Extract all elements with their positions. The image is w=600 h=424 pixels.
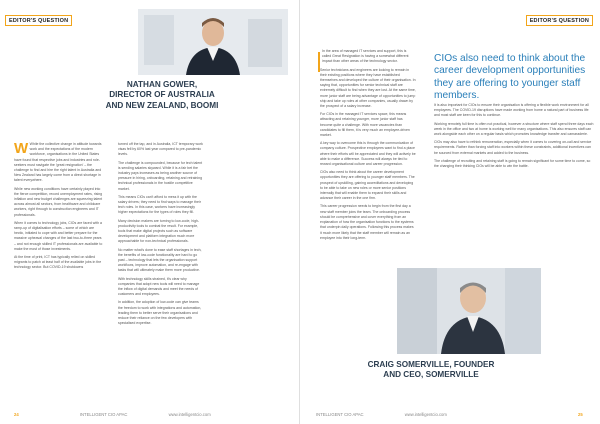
footer-url: www.intelligentcio.com [404, 412, 447, 417]
title-line: AND CEO, SOMERVILLE [383, 370, 479, 380]
paragraph: turned off the tap, and in Australia, ICT temporary work visas fell by 60% last year compared to pre-pandemic levels. [118, 142, 203, 157]
paragraph: Senior technicians and engineers are looking to remain in their existing positions where they have established themselves and developed the culture of their organisation. In saying that, opportunities for senior technical staff are extremely difficult to find when they are lost. At the same time, more junior staff are being advantage of opportunities to jump ship and take up roles at other companies, usually drawn by the prospect of a salary increase. [320, 67, 416, 109]
paragraph: No matter what's done to ease staff shortages in tech, the benefits of low-code functionality are hard to go past – technology that lets the organisation support workflows, improve automation, and re-engage with tasks that will ultimately make them more productive. [118, 247, 202, 273]
portrait-illustration [138, 9, 288, 75]
title-line: AND NEW ZEALAND, BOOMI [105, 100, 219, 110]
paragraph: It is also important for CIOs to ensure their organisation is offering a flexible work environment for all employees. The COVID-19 disruptions have made working from home a natural part of business life and most staff are keen for this to continue. [434, 103, 589, 118]
paragraph: In the area of managed IT services and support, this is called Great Resignation is having a somewhat different impact than other areas of the technology sector. [322, 49, 409, 64]
paragraph: The challenge is compounded, because for tech talent is sending salaries skyward. While it is a fair bet the industry pays increases as being another source of pressure in hiring, onboarding, retaining and retraining technical professionals in the hostile competitive market. [118, 160, 203, 191]
paragraph: At the time of print, ICT has typically relied on skilled migrants to patch at least half of the available jobs in the technology sector. But COVID-19 shutdowns [14, 255, 102, 270]
paragraph: The challenge of recruiting and retaining staff is going to remain significant for some time to come, so the changing their thinking CIOs will be able to win the battle. [434, 158, 591, 169]
footer-brand: INTELLIGENT CIO APAC [316, 412, 364, 417]
article-column-4 [434, 103, 594, 172]
article-column-1 [14, 142, 104, 274]
name-line: NATHAN GOWER, [126, 80, 198, 89]
section-tag: EDITOR'S QUESTION [526, 15, 593, 26]
pull-quote: CIOs also need to think about the career development opportunities they are offering to younger staff members. [434, 53, 586, 102]
paragraph: While new working conditions have certainly played into the fierce competition, record unemployment rates, rising inflation and new budget challenges are squeezing talent across almost all sectors, from healthcare and childcare workers, right through to construction engineers and IT professionals. [14, 186, 103, 217]
page-number: 24 [14, 412, 19, 417]
paragraph: For CIOs in the managed IT services space, this means attracting and retaining younger, more junior staff has become quite a challenge. With more vacancies than candidates to fill them, it is very much an employee-driven market. [320, 112, 410, 138]
paragraph: In addition, the adoption of low-code can give teams the freedom to work with integrations and automation, leading them to better serve their organisations and reduce their reliance on the few developers with specialised expertise. [118, 300, 202, 326]
paragraph [14, 142, 104, 184]
paragraph: Working remotely full time is often not practical, however a structure where staff spend three days each week in the office and two at home is working well for many organisations. This also ensures staff can work alongside each other on a regular basis which promotes knowledge transfer and camaraderie. [434, 121, 594, 137]
portrait-illustration [397, 268, 541, 354]
footer-url: www.intelligentcio.com [168, 412, 211, 417]
paragraph: When it comes to technology jobs, CIOs are faced with a ramp-up of digitalisation efforts – some of which are hectic, initiated to cope with and better prepare for the massive upheaval changes of the last two-to-three years – and not enough skilled IT professionals are available to make the most of those investments. [14, 220, 103, 251]
paragraph: CIOs also need to think about the career development opportunities they are offering to younger staff members. The prospect of upskilling, gaining accreditations and developing to be able to take on new roles or more senior positions internally that will enable them to expand their skills and advance their career in the one firm. [320, 170, 415, 201]
name-line: CRAIG SOMERVILLE, FOUNDER [367, 360, 495, 369]
portrait-photo [138, 9, 288, 75]
portrait-photo [397, 268, 541, 354]
paragraph: With technology skills strained, it's clear why companies that adopt new tools will need to manage the inflow of digital demands and meet the needs of customers and employees. [118, 276, 200, 297]
page-number: 25 [578, 412, 583, 417]
interviewee-name-title [316, 360, 546, 381]
footer-left [14, 412, 211, 417]
paragraph: This career progression needs to begin from the first day a new staff member joins the team. The onboarding process should be comprehensive and cover everything from an explanation of how the organisation functions to the systems that underpin daily operations. Following this process makes it much more likely that the staff member will remain as an employee into their long-term. [320, 204, 414, 240]
paragraph: A key way to overcome this is through the communication of company culture. Prospective employees want to find a place where their efforts will be appreciated and they will actively be able to make a difference. Success will always be tied to reward organisational culture and career progression. [320, 141, 416, 167]
section-tag: EDITOR'S QUESTION [5, 15, 72, 26]
footer-brand: INTELLIGENT CIO APAC [79, 412, 128, 417]
paragraph: Many decision makers are turning to low-code, high-productivity tools to combat the result. For example, tools that make digital projects such as software development and platform integration much more approachable for non-technical professionals. [118, 218, 200, 244]
paragraph: CIOs may also have to rethink remuneration, especially when it comes to covering on-call and service requirements. Rather than forcing staff into workers within these constraints, additional incentives can be sourced from external markets and added to the business. [434, 140, 592, 155]
title-line: DIRECTOR OF AUSTRALIA [109, 90, 215, 100]
paragraph-text: While the collective change in attitude towards work and the expectations of the modern workforce, organisations in the United States have found that respective jobs and industries and role-seekers must navigate the 'great resignation' – the challenge to find and hire the right talent in Australia and New Zealand has largely come from a direct shortage in talent everywhere. [14, 142, 102, 183]
interviewee-name-title [58, 80, 266, 111]
paragraph: This means CIOs can't afford to mess it up with the salary drivers; they need to find ways to manage their tech roles. In this case, workers have increasingly higher expectations for the types of roles they fill. [118, 194, 201, 215]
article-column-3 [320, 49, 416, 244]
article-column-2 [118, 142, 204, 330]
footer-right [316, 412, 583, 417]
drop-cap: W [14, 140, 29, 157]
